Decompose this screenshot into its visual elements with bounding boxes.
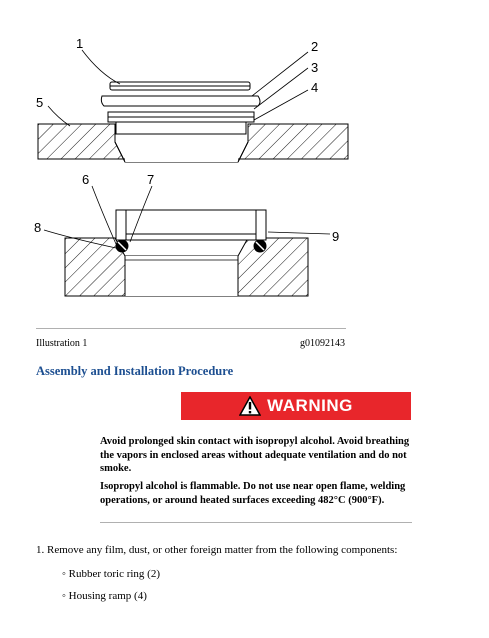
callout-6: 6 (82, 172, 90, 187)
step-1-text: 1. Remove any film, dust, or other foreign matter from the following components: (36, 544, 398, 556)
illustration-label: Illustration 1 (36, 338, 88, 349)
step-1-bullet-1 (62, 568, 160, 580)
lower-housing-section (65, 238, 308, 296)
warning-label: WARNING (267, 396, 353, 415)
callout-5: 5 (36, 95, 44, 110)
warning-divider (100, 522, 412, 523)
section-title: Assembly and Installation Procedure (36, 364, 234, 378)
caption-divider (36, 328, 346, 329)
callout-3: 3 (311, 60, 319, 75)
warning-paragraph-2: Isopropyl alcohol is flammable. Do not use near open flame, welding operations, or around heated surfaces exceeding 482°C (900°F). (100, 481, 406, 506)
illustration-id: g01092143 (300, 338, 345, 349)
bullet-text: Rubber toric ring (2) (68, 568, 160, 580)
warning-triangle-icon (239, 396, 261, 416)
warning-banner (181, 392, 411, 420)
warning-paragraph-1: Avoid prolonged skin contact with isopropyl alcohol. Avoid breathing the vapors in enclosed areas without adequate ventilation and do not smoke. (100, 436, 410, 474)
callout-4: 4 (311, 80, 319, 95)
callout-8: 8 (34, 220, 42, 235)
lower-seal-assembly (116, 210, 266, 240)
step-1-bullet-2 (62, 590, 147, 602)
bullet-text: Housing ramp (4) (68, 590, 147, 602)
callout-2: 2 (311, 39, 319, 54)
callout-7: 7 (147, 172, 155, 187)
callout-9: 9 (332, 229, 340, 244)
bullet-marker-icon: ◦ (62, 590, 69, 602)
callout-1: 1 (76, 36, 84, 51)
upper-seal-assembly (101, 82, 260, 134)
installation-illustration (30, 34, 350, 324)
bullet-marker-icon: ◦ (62, 568, 69, 580)
